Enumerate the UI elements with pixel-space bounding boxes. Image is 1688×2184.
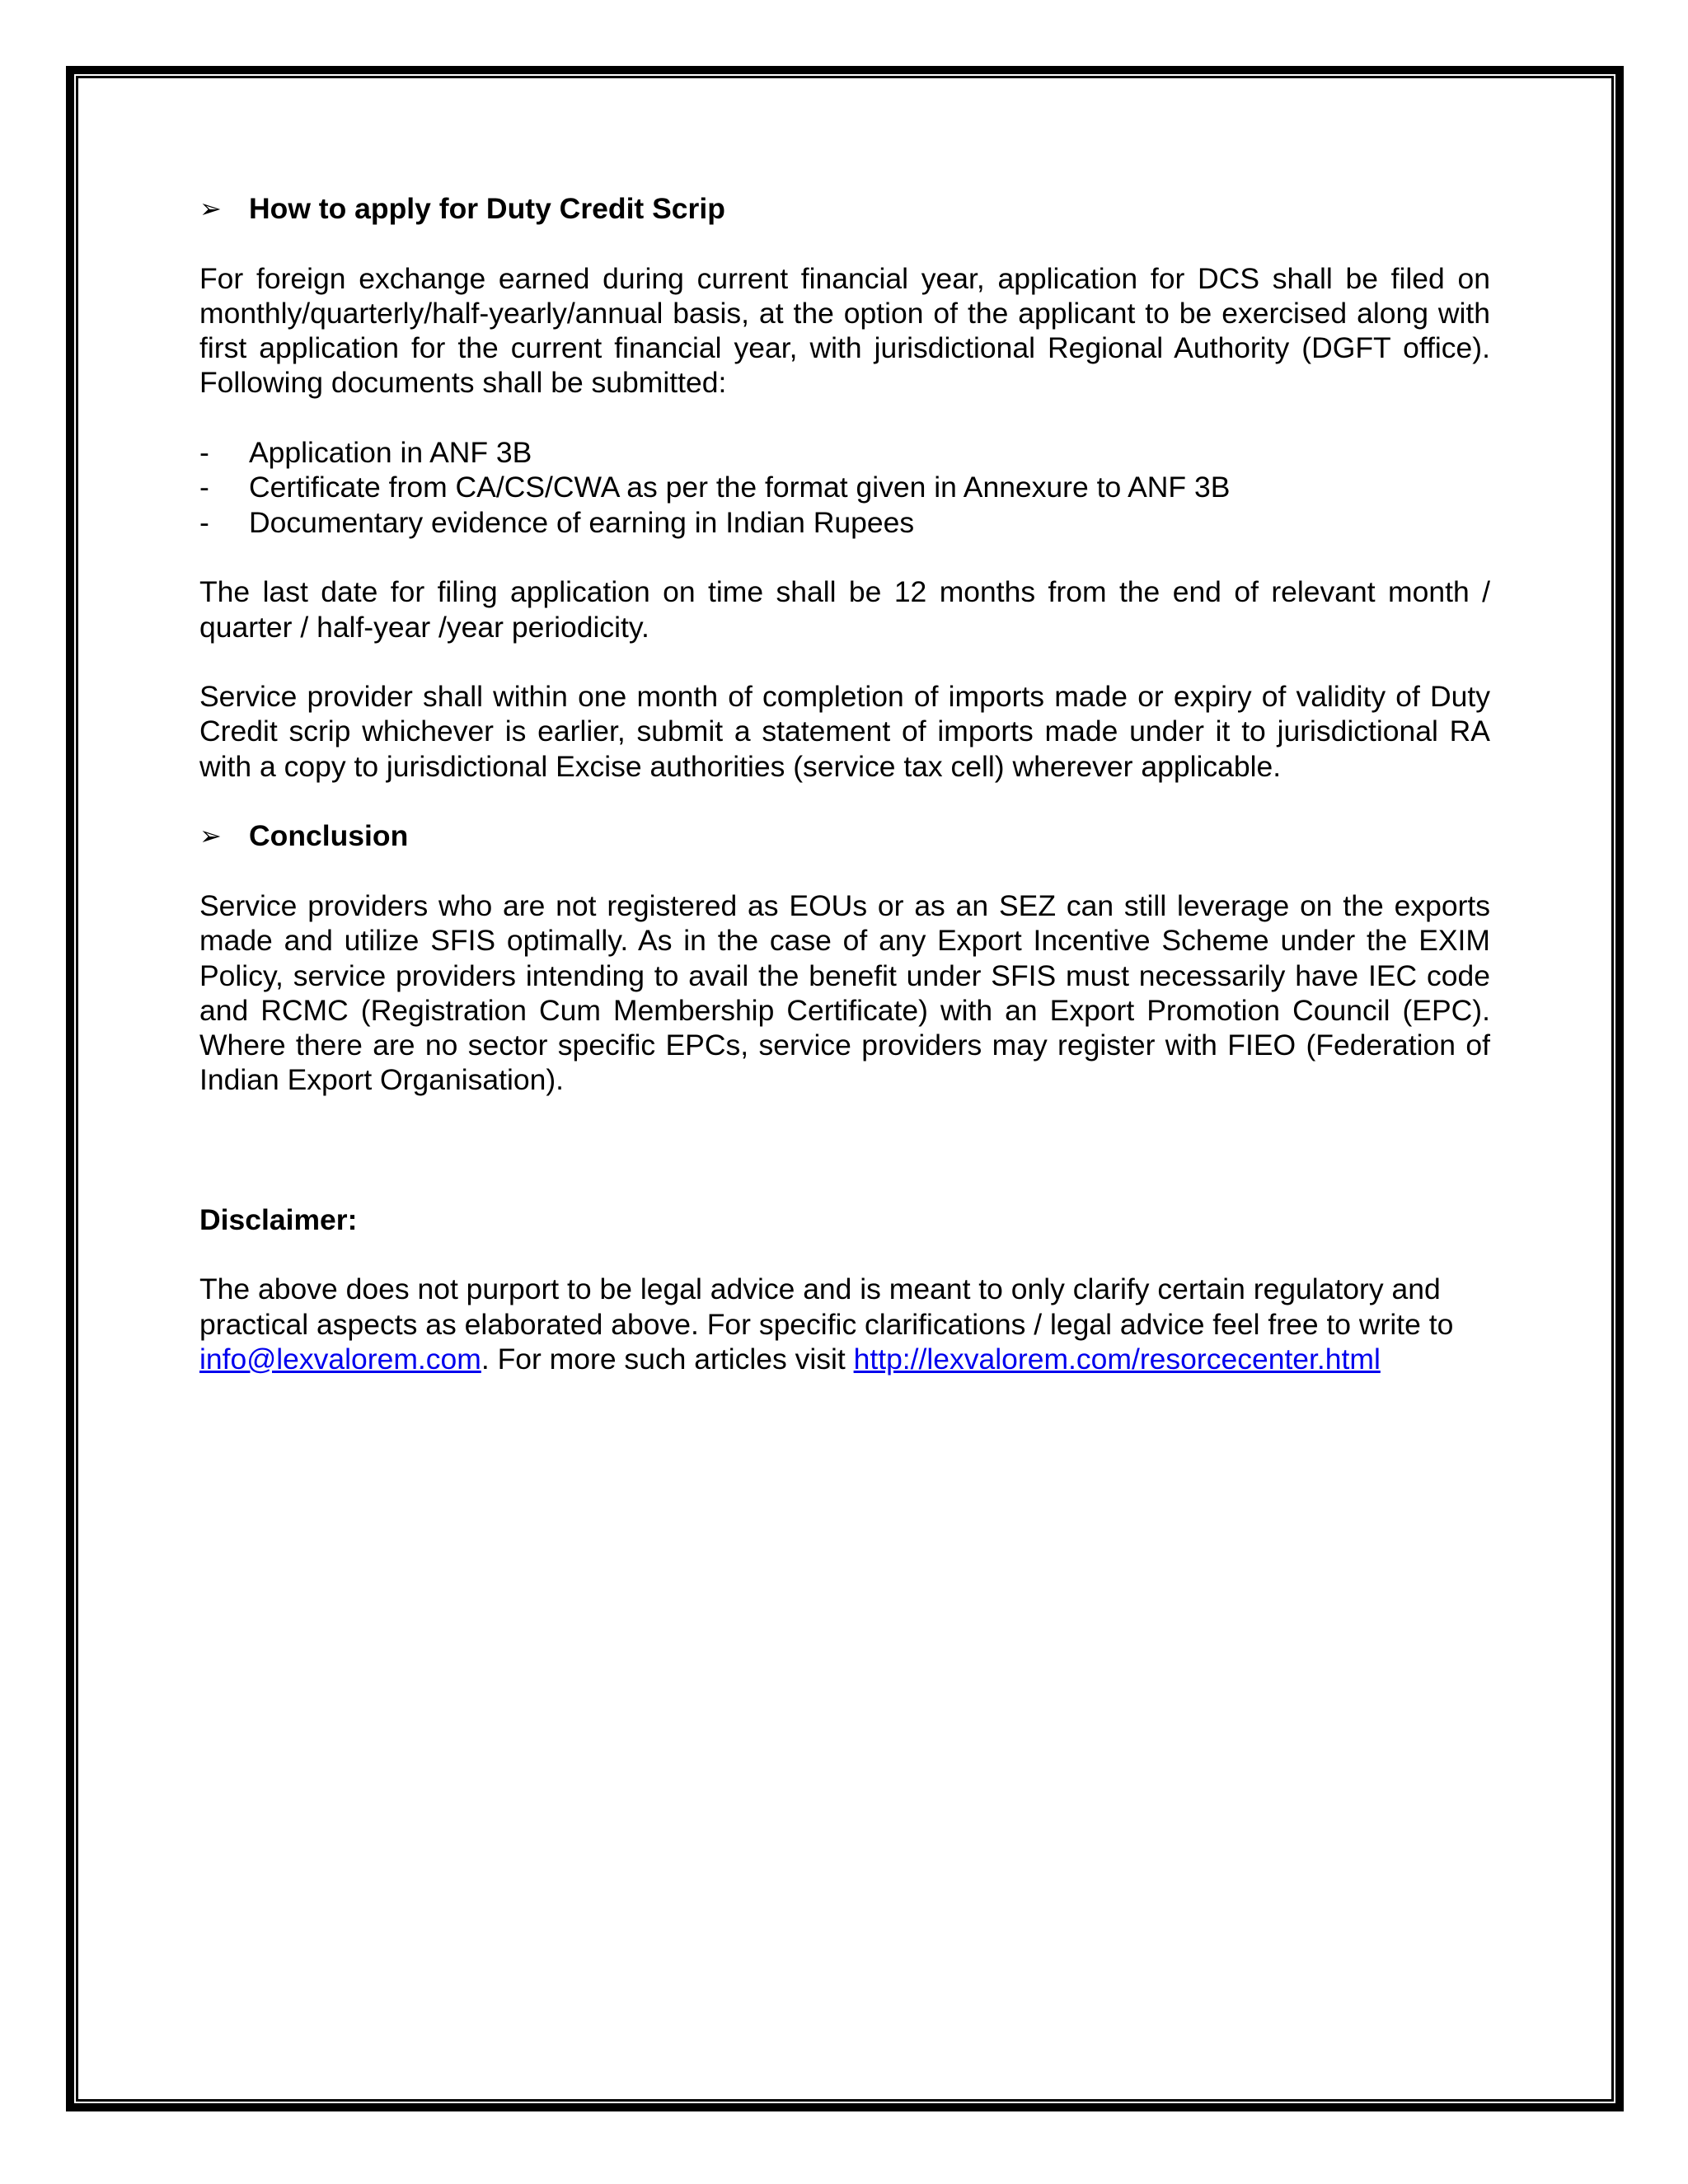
email-link[interactable]: info@lexvalorem.com xyxy=(199,1342,481,1376)
resource-center-link[interactable]: http://lexvalorem.com/resorcecenter.html xyxy=(853,1342,1381,1376)
disclaimer-title: Disclaimer: xyxy=(199,1202,358,1236)
paragraph-statement-of-imports: Service provider shall within one month of completion of imports made or expiry of validity of Duty Credit scrip whichever is earlier, submit a statement of imports made under it to jurisdictional RA with a copy to jurisdictional Excise authorities (service tax cell) wherever applicable. xyxy=(199,680,1490,783)
disclaimer-text: The above does not purport to be legal advice and is meant to only clarify certain regulatory and practical aspects as elaborated above. For specific clarifications / legal advice feel free to write to xyxy=(199,1272,1454,1341)
arrow-bullet-icon: ➢ xyxy=(199,821,222,851)
section-heading-conclusion-text: Conclusion xyxy=(249,819,409,853)
document-body xyxy=(199,191,1490,1411)
list-item xyxy=(199,505,1490,540)
list-item-text: Documentary evidence of earning in Indian Rupees xyxy=(249,505,915,539)
section-heading-conclusion xyxy=(199,818,1490,853)
paragraph-last-date: The last date for filing application on time shall be 12 months from the end of relevant month / quarter / half-year /year periodicity. xyxy=(199,575,1490,644)
spacer xyxy=(199,1132,1490,1202)
section-heading-apply xyxy=(199,191,1490,226)
paragraph-conclusion: Service providers who are not registered as EOUs or as an SEZ can still leverage on the exports made and utilize SFIS optimally. As in the case of any Export Incentive Scheme under the EXIM Policy, service providers intending to avail the benefit under SFIS must necessarily have IEC code and RCMC (Registration Cum Membership Certificate) with an Export Promotion Council (EPC). Where there are no sector specific EPCs, service providers may register with FIEO (Federation of Indian Export Organisation). xyxy=(199,888,1490,1097)
section-heading-apply-text: How to apply for Duty Credit Scrip xyxy=(249,192,725,225)
dash-bullet: - xyxy=(199,436,209,470)
dash-bullet: - xyxy=(199,505,209,539)
paragraph-disclaimer xyxy=(199,1272,1490,1376)
list-item xyxy=(199,435,1490,470)
documents-list xyxy=(199,435,1490,540)
disclaimer-text-between: . For more such articles visit xyxy=(481,1342,854,1376)
dash-bullet: - xyxy=(199,471,209,504)
list-item-text: Application in ANF 3B xyxy=(249,436,532,470)
list-item-text: Certificate from CA/CS/CWA as per the format given in Annexure to ANF 3B xyxy=(249,471,1231,504)
paragraph-dcs-application: For foreign exchange earned during current financial year, application for DCS shall be filed on monthly/quarterly/half-yearly/annual basis, at the option of the applicant to be exercised along with first application for the current financial year, with jurisdictional Regional Authority (DGFT office). Following documents shall be submitted: xyxy=(199,261,1490,400)
list-item xyxy=(199,470,1490,504)
arrow-bullet-icon: ➢ xyxy=(199,194,222,223)
